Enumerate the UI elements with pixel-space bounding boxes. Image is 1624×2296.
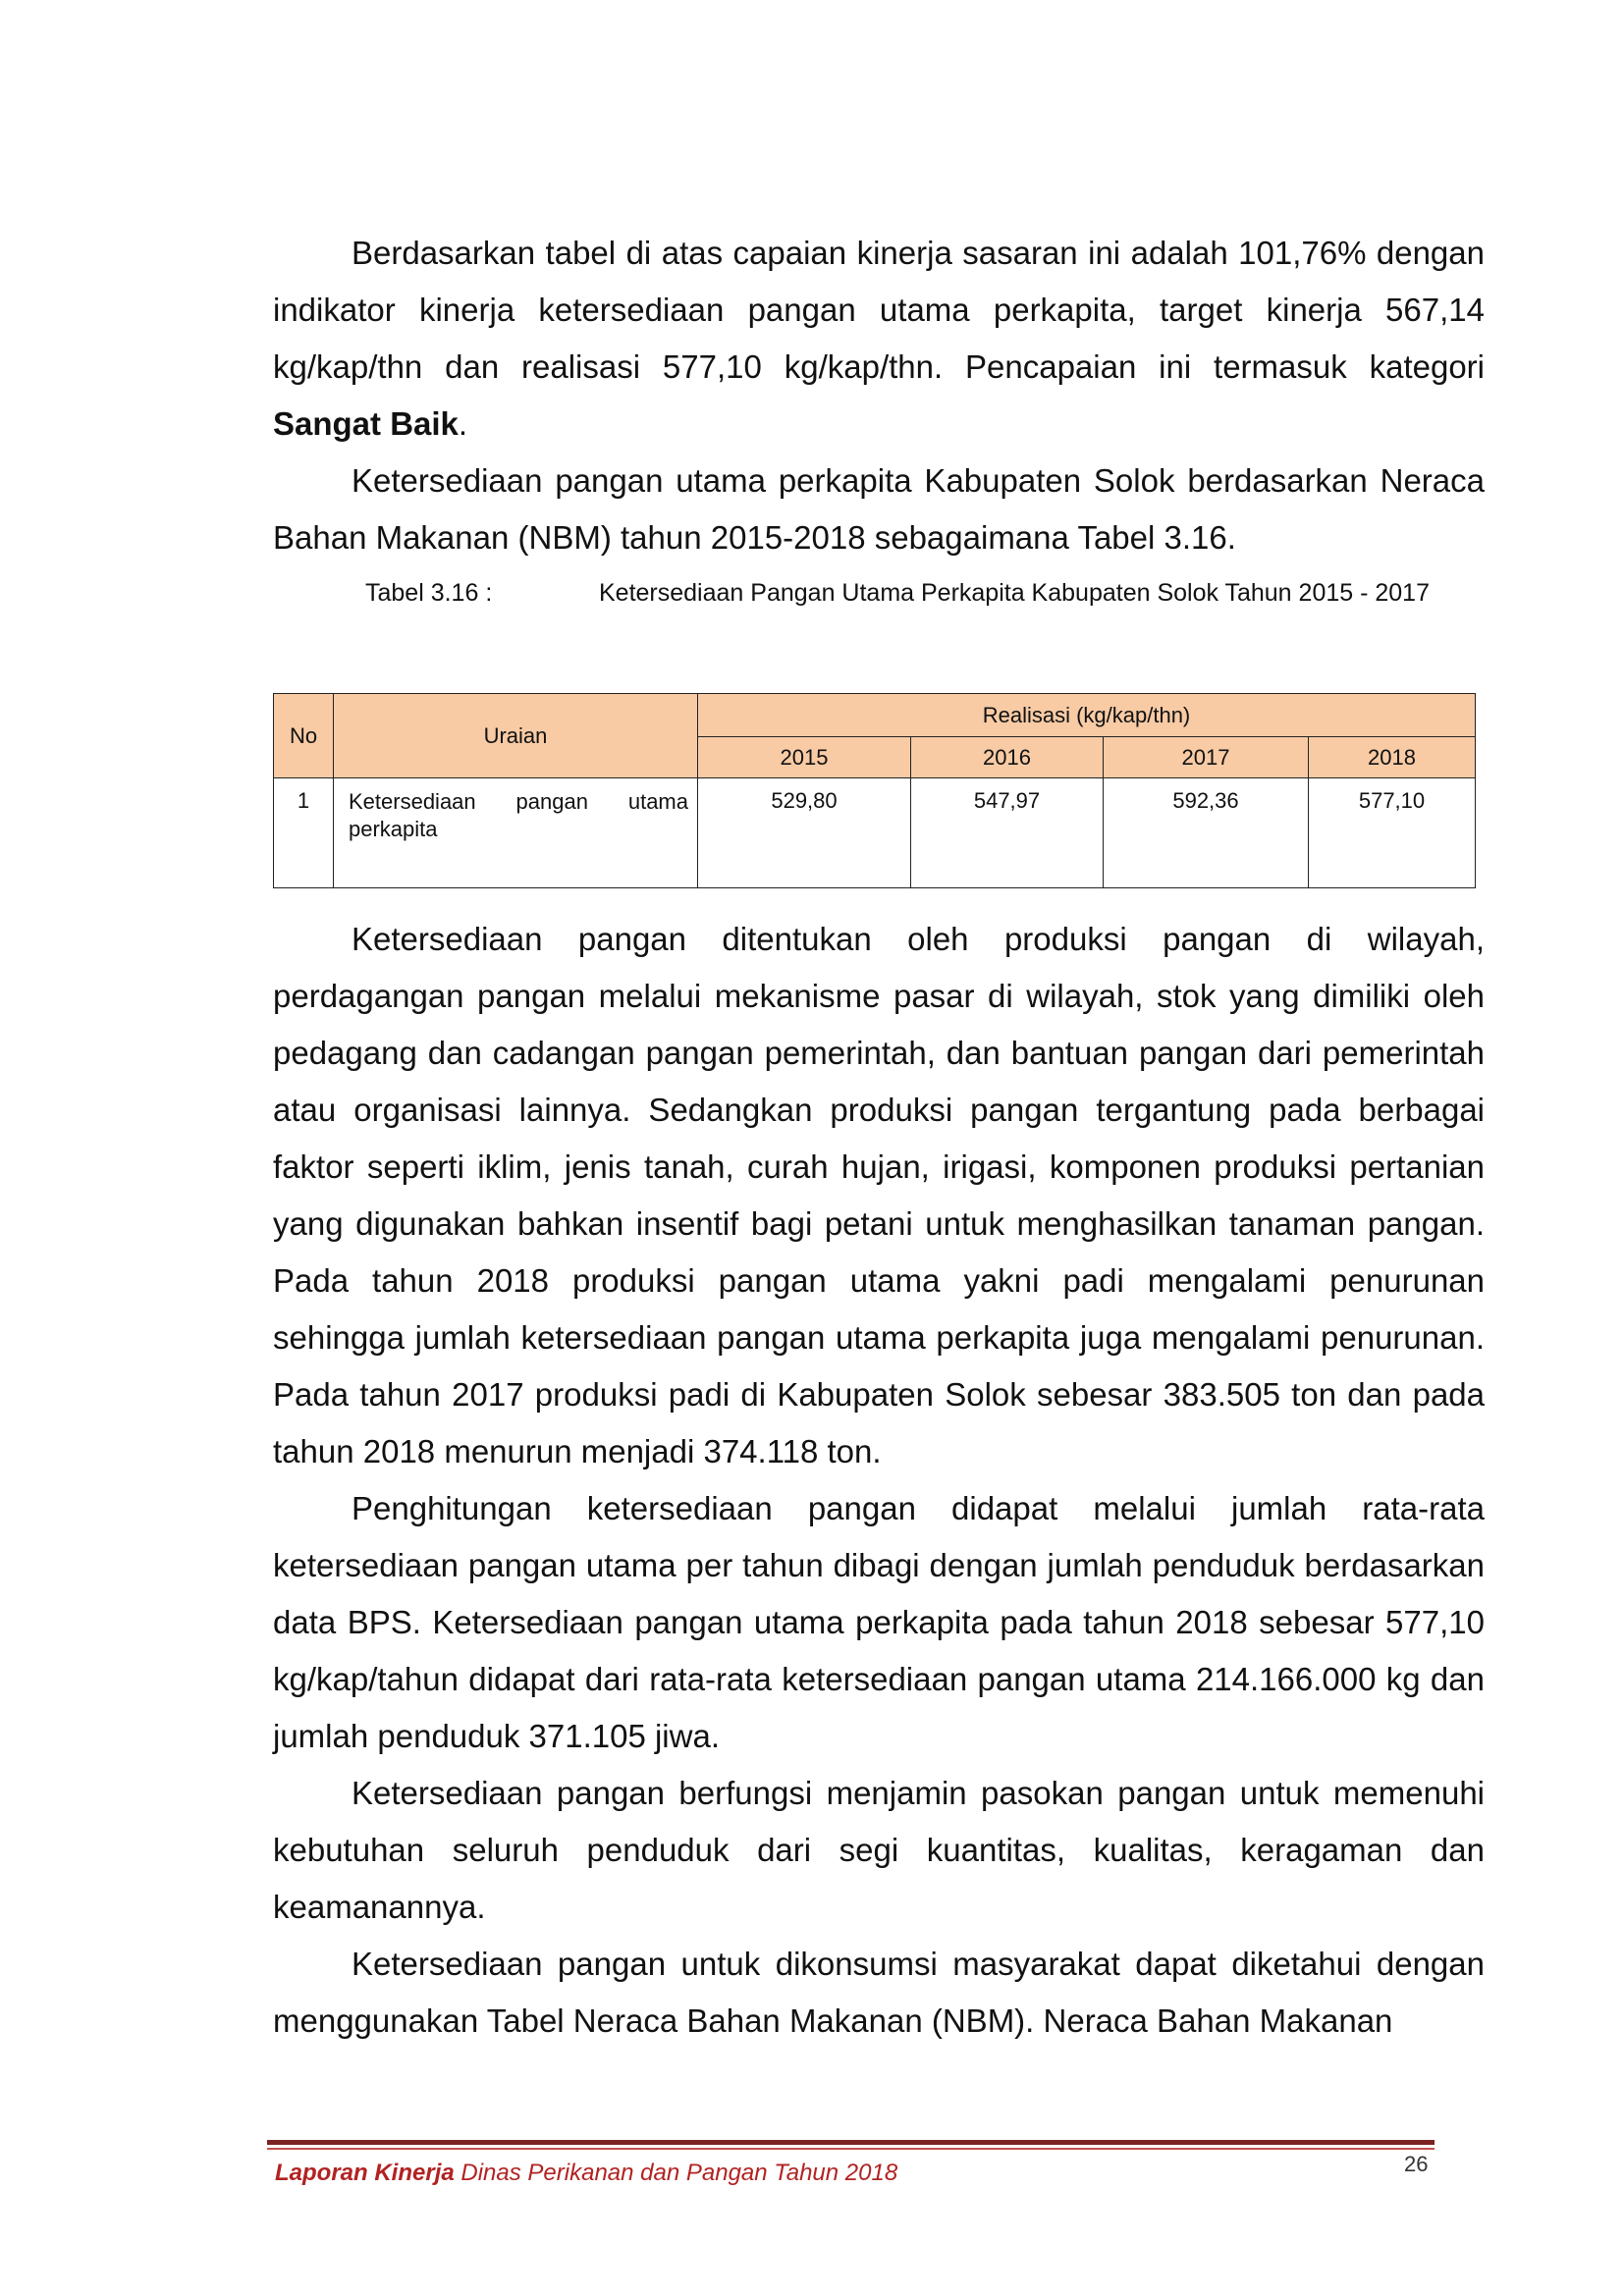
table-caption-text: Ketersediaan Pangan Utama Perkapita Kabupaten Solok Tahun 2015 - 2017 xyxy=(599,579,1430,607)
table-caption-label: Tabel 3.16 : xyxy=(365,579,493,607)
paragraph-achievement-end: . xyxy=(458,405,468,442)
paragraph-nbm: Ketersediaan pangan untuk dikonsumsi masyarakat dapat diketahui dengan menggunakan Tabel Neraca Bahan Makanan (NBM). Neraca Bahan Makanan xyxy=(273,1946,1485,2039)
paragraph-achievement-text: Berdasarkan tabel di atas capaian kinerja sasaran ini adalah 101,76% dengan indikator kinerja ketersediaan pangan utama perkapita, target kinerja 567,14 kg/kap/thn dan realisasi 577,10 kg/kap/thn. Pencapaian ini termasuk kategori xyxy=(273,235,1485,385)
footer-divider-thin xyxy=(267,2148,1435,2150)
cell-value-2018: 577,10 xyxy=(1309,778,1476,888)
category-emphasis: Sangat Baik xyxy=(273,405,459,442)
paragraph-function: Ketersediaan pangan berfungsi menjamin pasokan pangan untuk memenuhi kebutuhan seluruh penduduk dari segi kuantitas, kualitas, keragaman dan keamanannya. xyxy=(273,1775,1485,1925)
footer-report-title xyxy=(275,2160,897,2187)
cell-value-2015: 529,80 xyxy=(698,778,911,888)
cell-value-2016: 547,97 xyxy=(911,778,1104,888)
paragraph-table-intro: Ketersediaan pangan utama perkapita Kabupaten Solok berdasarkan Neraca Bahan Makanan (NBM) tahun 2015-2018 sebagaimana Tabel 3.16. xyxy=(273,462,1485,556)
cell-uraian-text: Ketersediaan pangan utama perkapita xyxy=(349,789,688,841)
food-availability-table xyxy=(273,693,1476,888)
paragraph-calculation: Penghitungan ketersediaan pangan didapat melalui jumlah rata-rata ketersediaan pangan utama per tahun dibagi dengan jumlah penduduk berdasarkan data BPS. Ketersediaan pangan utama perkapita pada tahun 2018 sebesar 577,10 kg/kap/tahun didapat dari rata-rata ketersediaan pangan utama 214.166.000 kg dan jumlah penduduk 371.105 jiwa. xyxy=(273,1490,1485,1754)
table-header-row xyxy=(274,694,1476,737)
table-row xyxy=(274,778,1476,888)
footer-title-bold: Laporan Kinerja xyxy=(275,2160,455,2186)
header-year-2016: 2016 xyxy=(911,737,1104,778)
cell-no: 1 xyxy=(274,778,334,888)
header-no: No xyxy=(274,694,334,778)
paragraph-availability-factors: Ketersediaan pangan ditentukan oleh produksi pangan di wilayah, perdagangan pangan melalui mekanisme pasar di wilayah, stok yang dimiliki oleh pedagang dan cadangan pangan pemerintah, dan bantuan pangan dari pemerintah atau organisasi lainnya. Sedangkan produksi pangan tergantung pada berbagai faktor seperti iklim, jenis tanah, curah hujan, irigasi, komponen produksi pertanian yang digunakan bahkan insentif bagi petani untuk menghasilkan tanaman pangan. Pada tahun 2018 produksi pangan utama yakni padi mengalami penurunan sehingga jumlah ketersediaan pangan utama perkapita juga mengalami penurunan. Pada tahun 2017 produksi padi di Kabupaten Solok sebesar 383.505 ton dan pada tahun 2018 menurun menjadi 374.118 ton. xyxy=(273,921,1485,1469)
header-year-2018: 2018 xyxy=(1309,737,1476,778)
cell-uraian xyxy=(334,778,698,888)
footer-title-rest: Dinas Perikanan dan Pangan Tahun 2018 xyxy=(454,2160,898,2186)
paragraph-achievement xyxy=(273,225,1485,453)
footer-divider xyxy=(267,2140,1435,2145)
cell-value-2017: 592,36 xyxy=(1104,778,1309,888)
header-year-2017: 2017 xyxy=(1104,737,1309,778)
header-year-2015: 2015 xyxy=(698,737,911,778)
header-uraian: Uraian xyxy=(334,694,698,778)
page-number: 26 xyxy=(1404,2152,1429,2176)
header-realisasi: Realisasi (kg/kap/thn) xyxy=(698,694,1476,737)
